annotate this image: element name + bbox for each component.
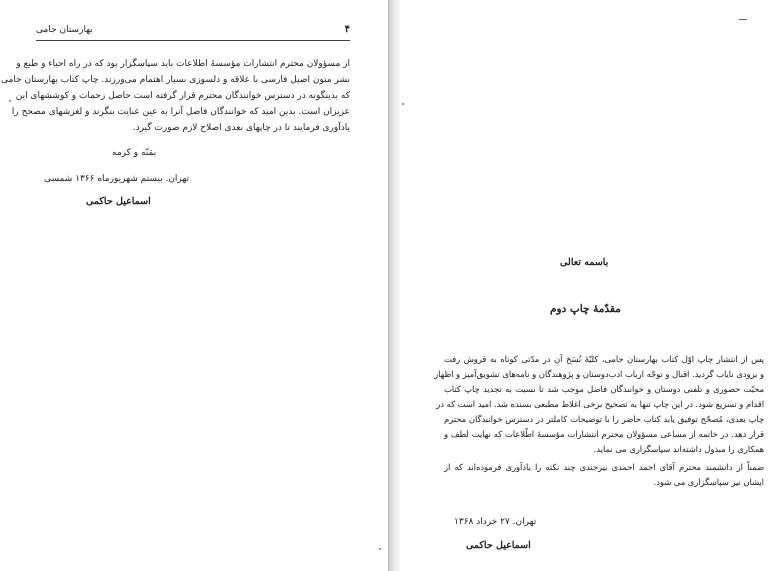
page-header (36, 24, 350, 38)
paragraph-line: عزیزان است. بدین امید که خوانندگان فاضل آنرا به عین عنایت بنگرند و لغزشهای مصحح را (11, 107, 350, 117)
paragraph-line: نشر متون اصیل فارسی با علاقه و دلسوزی بسیار اهتمام می‌ورزند. چاپ کتاب بهارستان جامی (1, 75, 350, 85)
scan-speck (9, 100, 11, 102)
date-line: تهران. ۲۷ خرداد ۱۳۶۸ (454, 517, 537, 527)
page-title: مقدّمهٔ چاپ دوم (550, 303, 621, 315)
paragraph-line: ضمناً از دانشمند محترم آقای احمد احمدی بیرجندی چند نکته را یادآوری فرموده‌اند که از (444, 462, 764, 472)
scan-mark (739, 19, 747, 20)
paragraph-line: چاپ بعدی، مُصحّح توفیق یابد کتاب حاضر را با توضیحات کاملتر در دسترس خوانندگان محترم (444, 414, 764, 424)
paragraph-line: که بدینگونه در دسترس خوانندگان محترم قرار گرفته است حاصل زحمات و کوششهای این (15, 91, 350, 101)
paragraph-line: پس از انتشار چاپ اوّل کتاب بهارستان جامی، کلیّهٔ نُسَخ آن در مدّتی کوتاه به فروش رفت (444, 354, 764, 364)
scan-speck (379, 548, 381, 550)
left-page (0, 0, 388, 571)
header-rule (36, 40, 350, 41)
paragraph-line: یادآوری فرمایند تا در چاپهای بعدی اصلاح لازم صورت گیرد. (132, 123, 350, 133)
scan-speck (402, 103, 404, 105)
signature: اسماعیل حاکمی (86, 196, 151, 207)
paragraph-line: اقدام و تسریع شود. در این چاپ تنها به تصحیح برخی اغلاط مطبعی بسنده شد. امید است که در (436, 399, 764, 409)
page-number: ۴ (344, 24, 350, 35)
right-page (400, 0, 782, 571)
signature: اسماعیل حاکمی (466, 540, 531, 551)
paragraph-line: و بزودی نایاب گردید. اقبال و توجّه ارباب ادب‌دوستان و پژوهندگان و نامه‌های تشویق‌آمیز و اظهار (434, 369, 764, 379)
invocation: باسمه تعالی (560, 257, 609, 268)
paragraph-line: از مسؤولان محترم انتشارات مؤسسهٔ اطلاعات باید سپاسگزار بود که در راه احیاء و طبع و (16, 59, 350, 69)
paragraph-line: قرار دهد. در خاتمه از مساعی مسؤولان محترم انتشارات مؤسسهٔ اطّلاعات که نهایت لطف و (444, 429, 764, 439)
paragraph-line: ایشان نیز سپاسگزاری می شود. (653, 477, 764, 487)
paragraph-line: همکاری را مبذول داشته‌اند سپاسگزاری می نماید. (593, 444, 764, 454)
closing-phrase: بمَنّه و کرمه (112, 148, 157, 158)
date-line: تهران. بیستم شهریورماه ۱۳۶۶ شمسی (44, 174, 190, 184)
paragraph-line: محبّت حضوری و تلفنی دوستان و خوانندگان فاضل موجب شد تا نسبت به تجدید چاپ کتاب (444, 384, 764, 394)
running-title: بهارستان جامی (36, 25, 93, 35)
